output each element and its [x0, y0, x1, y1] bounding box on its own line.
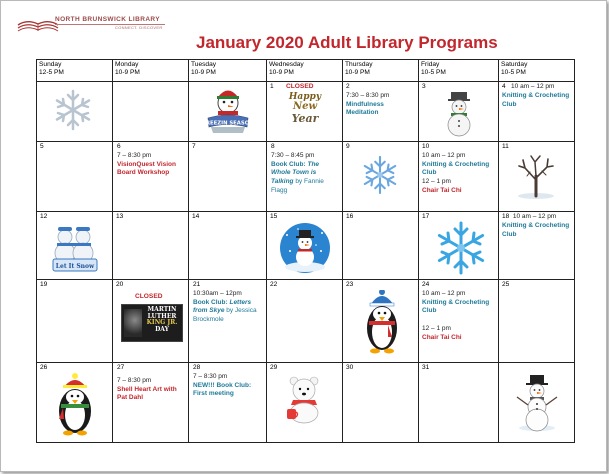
- happy-word: Happy: [288, 92, 322, 102]
- day-cell: [113, 280, 189, 363]
- day-cell: [343, 280, 419, 363]
- day-cell: [189, 142, 267, 212]
- program-time: 10 am – 12 pm: [511, 83, 555, 90]
- book-author: by Fannie Flagg: [271, 178, 324, 194]
- day-cell: [37, 142, 113, 212]
- date-number: 6: [117, 143, 121, 150]
- day-cell: [499, 280, 575, 363]
- day-cell: [499, 142, 575, 212]
- day-cell: [37, 82, 113, 142]
- date-number: 23: [346, 281, 354, 288]
- mlk-line-4: DAY: [155, 326, 169, 334]
- mlk-line-3: KING JR.: [146, 319, 178, 327]
- date-number: 21: [193, 281, 201, 288]
- logo-rule: [55, 24, 165, 25]
- weekday-name: Monday: [115, 61, 139, 68]
- program-name: Knitting & Crocheting Club: [502, 91, 570, 108]
- program-time: 12 – 1 pm: [422, 325, 451, 333]
- program-name: Chair Tai Chi: [422, 333, 462, 341]
- freezin-season-text: FREEZIN SEASON: [202, 120, 254, 127]
- day-cell: [37, 280, 113, 363]
- program-name: Mindfulness Meditation: [346, 100, 384, 117]
- week-row-3: [37, 212, 575, 280]
- new-word: New: [292, 101, 318, 113]
- book-title: The Whole Town is Talking: [271, 160, 320, 186]
- weekday-header-thursday: [343, 60, 419, 82]
- date-number: 16: [346, 213, 354, 220]
- snowman-with-hat-image: [511, 373, 563, 433]
- date-number: 25: [502, 281, 510, 288]
- weekday-header-saturday: [499, 60, 575, 82]
- calendar-table: [36, 59, 575, 443]
- weekday-hours: 10-9 PM: [269, 68, 294, 76]
- year-word: Year: [291, 111, 319, 125]
- day-cell: [189, 212, 267, 280]
- program-time: 10 am – 12 pm: [422, 289, 466, 297]
- weekday-name: Thursday: [345, 61, 373, 68]
- logo-text: NORTH BRUNSWICK LIBRARY: [55, 16, 161, 23]
- closed-label: CLOSED: [135, 293, 163, 300]
- day-cell: [499, 363, 575, 443]
- day-cell: [267, 363, 343, 443]
- date-number: 5: [40, 143, 44, 150]
- date-number: 3: [422, 83, 426, 90]
- day-cell: [343, 212, 419, 280]
- day-cell: [419, 82, 499, 142]
- program-name: Chair Tai Chi: [422, 186, 462, 194]
- date-number: 31: [422, 364, 430, 371]
- week-row-2: [37, 142, 575, 212]
- day-cell: [419, 280, 499, 363]
- weekday-name: Friday: [421, 61, 440, 68]
- happy-new-year-image: [281, 93, 329, 137]
- weekday-header-sunday: [37, 60, 113, 82]
- weekday-hours: 10-9 PM: [191, 68, 216, 76]
- blue-crystal-snowflake-icon: [435, 220, 487, 276]
- day-cell: [267, 212, 343, 280]
- weekday-header-wednesday: [267, 60, 343, 82]
- date-number: 10: [422, 143, 430, 150]
- date-number: 30: [346, 364, 354, 371]
- day-cell: [189, 280, 267, 363]
- winter-tree-image: [513, 152, 559, 200]
- day-cell: [343, 363, 419, 443]
- blue-snowflake-icon: [361, 154, 399, 196]
- program-time: 7 – 8:30 pm: [193, 372, 228, 380]
- portrait-silhouette: [124, 309, 142, 337]
- date-number: 15: [270, 213, 278, 220]
- day-cell: [189, 82, 267, 142]
- weekday-hours: 12-5 PM: [39, 68, 64, 76]
- week-row-5: [37, 363, 575, 443]
- date-number: 2: [346, 83, 350, 90]
- day-cell: [419, 212, 499, 280]
- weekday-hours: 10-5 PM: [421, 68, 446, 76]
- date-number: 29: [270, 364, 278, 371]
- snowman-image: [441, 90, 477, 138]
- penguin-image: [359, 290, 405, 356]
- day-cell: [343, 142, 419, 212]
- day-cell: [37, 363, 113, 443]
- program-name: Knitting & Crocheting Club: [422, 160, 490, 177]
- closed-label: CLOSED: [286, 83, 314, 90]
- date-number: 8: [271, 143, 275, 150]
- day-cell: [189, 363, 267, 443]
- weekday-name: Saturday: [501, 61, 528, 68]
- weekday-name: Wednesday: [269, 61, 304, 68]
- library-logo: [15, 13, 195, 53]
- date-number: 19: [40, 281, 48, 288]
- date-number: 17: [422, 213, 430, 220]
- program-time: 7 – 8:30 pm: [117, 376, 152, 384]
- day-cell: [37, 212, 113, 280]
- program-time: 10:30am – 12pm: [193, 289, 242, 297]
- day-cell: [343, 82, 419, 142]
- program-name: Knitting & Crocheting Club: [502, 221, 570, 238]
- date-number: 14: [192, 213, 200, 220]
- penguin-with-scarf-image: [51, 373, 99, 437]
- program-name: Book Club:: [193, 298, 230, 306]
- program-time: 7 – 8:30 pm: [117, 151, 152, 159]
- weekday-header-friday: [419, 60, 499, 82]
- logo-subtext: CONNECT. DISCOVER: [115, 25, 163, 30]
- weekday-header-row: [37, 60, 575, 82]
- date-number: 22: [270, 281, 278, 288]
- day-cell: [499, 212, 575, 280]
- day-cell: [113, 142, 189, 212]
- weekday-header-monday: [113, 60, 189, 82]
- weekday-hours: 10-5 PM: [501, 68, 526, 76]
- page-title: January 2020 Adult Library Programs: [196, 33, 498, 52]
- day-cell: [419, 363, 499, 443]
- mlk-line-2: LUTHER: [147, 312, 177, 320]
- date-number: 28: [193, 364, 201, 371]
- day-cell: [267, 82, 343, 142]
- day-cell: [499, 82, 575, 142]
- date-number: 7: [192, 143, 196, 150]
- freezin-season-snowman-image: [201, 86, 255, 136]
- date-number: 4: [502, 83, 506, 90]
- program-name: Knitting & Crocheting Club: [422, 298, 490, 315]
- mlk-day-image: [121, 304, 183, 342]
- program-time: 10 am – 12 pm: [512, 213, 557, 220]
- date-number: 9: [346, 143, 350, 150]
- date-number: 12: [40, 213, 48, 220]
- day-cell: [267, 142, 343, 212]
- day-cell: [419, 142, 499, 212]
- date-number: 11: [502, 143, 509, 150]
- weekday-hours: 10-9 PM: [345, 68, 370, 76]
- date-number: 13: [116, 213, 124, 220]
- date-number: 24: [422, 281, 430, 288]
- snowflake-icon: [53, 88, 93, 132]
- let-it-snow-text: Let It Snow: [55, 263, 95, 270]
- program-name: Book Club:: [271, 160, 308, 168]
- week-row-4: [37, 280, 575, 363]
- program-time: 7:30 – 8:30 pm: [346, 91, 390, 99]
- weekday-header-tuesday: [189, 60, 267, 82]
- day-cell: [113, 363, 189, 443]
- program-time: 7:30 – 8:45 pm: [271, 151, 315, 159]
- weekday-name: Sunday: [39, 61, 62, 68]
- program-name: NEW!!! Book Club: First meeting: [193, 381, 252, 398]
- mlk-line-1: MARTIN: [147, 306, 177, 313]
- date-number: 27: [117, 364, 125, 371]
- date-number: 20: [116, 281, 124, 288]
- date-number: 18: [502, 213, 510, 220]
- weekday-name: Tuesday: [191, 61, 217, 68]
- book-author: by Jessica Brockmole: [193, 307, 257, 324]
- let-it-snow-image: [47, 223, 103, 275]
- week-row-1: [37, 82, 575, 142]
- program-time: 12 – 1 pm: [422, 178, 451, 186]
- day-cell: [113, 212, 189, 280]
- day-cell: [113, 82, 189, 142]
- polar-bear-image: [281, 373, 329, 425]
- snowman-globe-image: [278, 221, 332, 275]
- date-number: 1: [270, 83, 274, 90]
- program-name: VisionQuest Vision Board Workshop: [117, 160, 176, 177]
- day-cell: [267, 280, 343, 363]
- program-time: 10 am – 12 pm: [422, 151, 466, 159]
- date-number: 26: [40, 364, 48, 371]
- book-title: Letters from Skye: [193, 298, 252, 315]
- program-name: Shell Heart Art with Pat Dahl: [117, 385, 177, 402]
- weekday-hours: 10-9 PM: [115, 68, 140, 76]
